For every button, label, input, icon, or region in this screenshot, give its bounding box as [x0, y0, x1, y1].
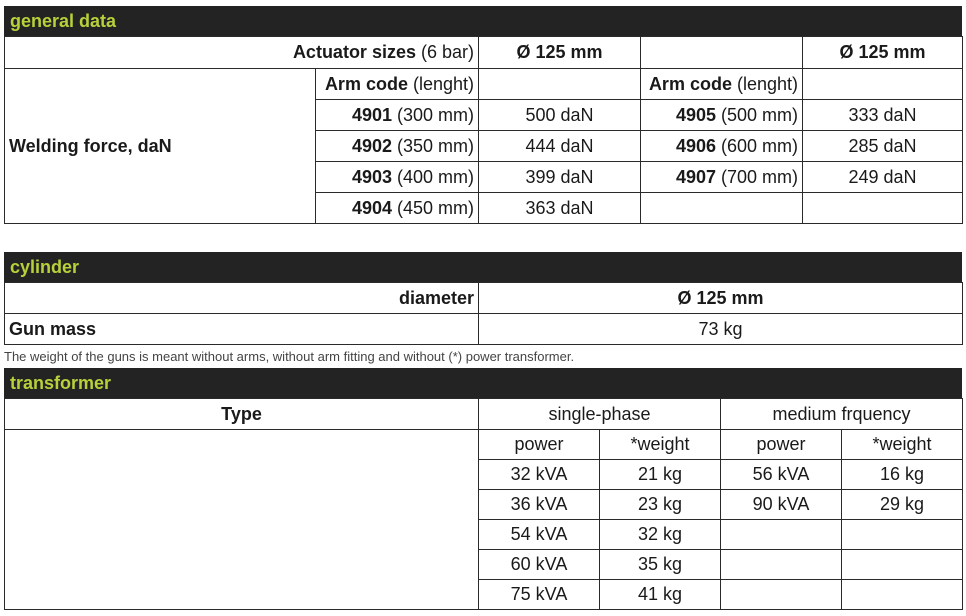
- sp-power-cell: 54 kVA: [479, 520, 600, 550]
- arm-code-cell: 4902 (350 mm): [316, 131, 479, 162]
- empty-cell: [803, 69, 963, 100]
- empty-cell: [641, 37, 803, 69]
- general-data-table: [4, 36, 963, 224]
- actuator-size-a: Ø 125 mm: [479, 37, 641, 69]
- mf-weight-cell: [842, 520, 963, 550]
- mf-weight-cell: [842, 580, 963, 610]
- weight-label: *weight: [600, 430, 721, 460]
- sp-weight-cell: 23 kg: [600, 490, 721, 520]
- arm-code-cell: 4901 (300 mm): [316, 100, 479, 131]
- sp-weight-cell: 32 kg: [600, 520, 721, 550]
- welding-force-label: Welding force, daN: [5, 69, 316, 224]
- mf-power-cell: [721, 550, 842, 580]
- sp-weight-cell: 21 kg: [600, 460, 721, 490]
- force-cell: 399 daN: [479, 162, 641, 193]
- arm-code-cell: 4904 (450 mm): [316, 193, 479, 224]
- force-cell: 285 daN: [803, 131, 963, 162]
- sp-power-cell: 36 kVA: [479, 490, 600, 520]
- type-cell: [5, 430, 479, 610]
- empty-cell: [479, 69, 641, 100]
- sp-power-cell: 32 kVA: [479, 460, 600, 490]
- sp-weight-cell: 35 kg: [600, 550, 721, 580]
- single-phase-label: single-phase: [479, 399, 721, 430]
- transformer-header: transformer: [4, 368, 962, 398]
- mf-power-cell: [721, 580, 842, 610]
- sp-weight-cell: 41 kg: [600, 580, 721, 610]
- general-data-header: general data: [4, 6, 962, 36]
- arm-code-label-a: Arm code (lenght): [316, 69, 479, 100]
- weight-footnote: The weight of the guns is meant without arms, without arm fitting and without (*) power transformer.: [4, 349, 575, 364]
- power-label: power: [721, 430, 842, 460]
- sp-power-cell: 60 kVA: [479, 550, 600, 580]
- mf-weight-cell: 29 kg: [842, 490, 963, 520]
- medium-frequency-label: medium frquency: [721, 399, 963, 430]
- mf-power-cell: 90 kVA: [721, 490, 842, 520]
- type-label: Type: [5, 399, 479, 430]
- gun-mass-row: [5, 314, 963, 345]
- arm-code-header-row: [5, 69, 963, 100]
- arm-code-cell: 4903 (400 mm): [316, 162, 479, 193]
- transformer-subheader-row: [5, 430, 963, 460]
- gun-mass-value: 73 kg: [479, 314, 963, 345]
- force-cell: 444 daN: [479, 131, 641, 162]
- arm-code-label-b: Arm code (lenght): [641, 69, 803, 100]
- gun-mass-label: Gun mass: [5, 314, 479, 345]
- diameter-value: Ø 125 mm: [479, 283, 963, 314]
- mf-weight-cell: 16 kg: [842, 460, 963, 490]
- arm-code-cell: [641, 193, 803, 224]
- mf-weight-cell: [842, 550, 963, 580]
- weight-label: *weight: [842, 430, 963, 460]
- force-cell: 249 daN: [803, 162, 963, 193]
- diameter-row: [5, 283, 963, 314]
- actuator-sizes-label: Actuator sizes (6 bar): [5, 37, 479, 69]
- power-label: power: [479, 430, 600, 460]
- actuator-size-b: Ø 125 mm: [803, 37, 963, 69]
- arm-code-cell: 4907 (700 mm): [641, 162, 803, 193]
- mf-power-cell: 56 kVA: [721, 460, 842, 490]
- actuator-sizes-row: [5, 37, 963, 69]
- arm-code-cell: 4905 (500 mm): [641, 100, 803, 131]
- mf-power-cell: [721, 520, 842, 550]
- cylinder-table: [4, 282, 963, 345]
- force-cell: 333 daN: [803, 100, 963, 131]
- force-cell: [803, 193, 963, 224]
- transformer-header-row: [5, 399, 963, 430]
- force-cell: 363 daN: [479, 193, 641, 224]
- sp-power-cell: 75 kVA: [479, 580, 600, 610]
- cylinder-header: cylinder: [4, 252, 962, 282]
- arm-code-cell: 4906 (600 mm): [641, 131, 803, 162]
- diameter-label: diameter: [5, 283, 479, 314]
- force-cell: 500 daN: [479, 100, 641, 131]
- transformer-table: [4, 398, 963, 610]
